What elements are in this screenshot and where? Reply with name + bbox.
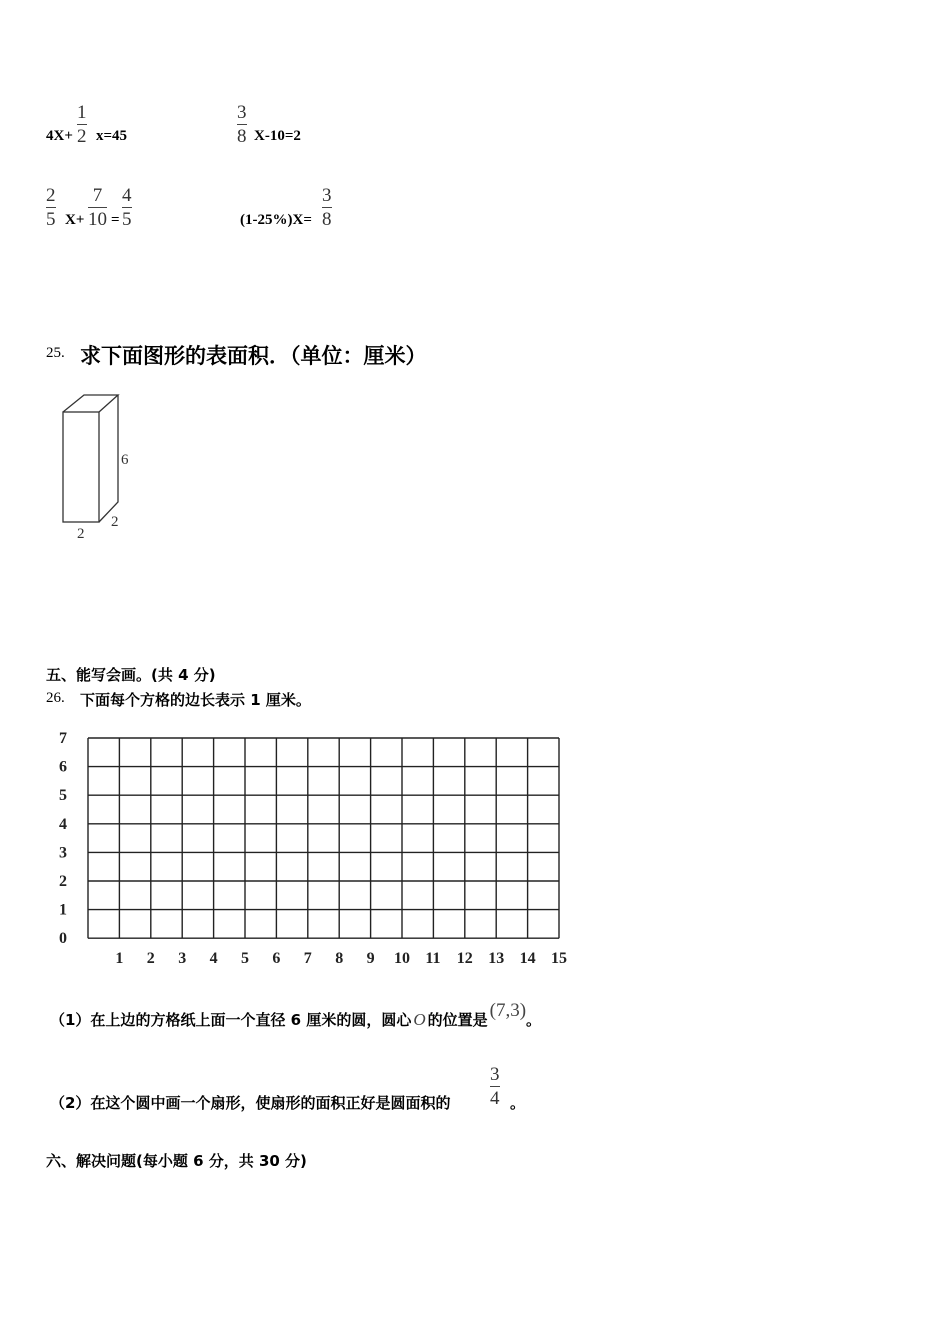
x-axis-label: 12 [456, 950, 473, 968]
y-axis-label: 5 [59, 787, 67, 805]
eq3-fraction-1 [46, 185, 56, 230]
eq3-equals: = [111, 212, 120, 228]
x-axis-label: 8 [335, 950, 344, 968]
y-axis-label: 4 [59, 815, 67, 833]
x-axis-label: 7 [303, 950, 312, 968]
eq4-fraction [322, 185, 332, 230]
q26-part1-center-symbol: O [413, 1010, 426, 1029]
y-axis-label: 0 [59, 930, 67, 948]
eq3-fraction-2 [88, 185, 107, 230]
eq3-numerator-3: 4 [122, 185, 132, 206]
q26-part2-end: 。 [510, 1094, 526, 1112]
eq3-denominator-2: 10 [88, 209, 107, 230]
x-axis-label: 9 [366, 950, 375, 968]
eq2-suffix: X-10=2 [254, 128, 301, 144]
cuboid-depth-label: 2 [111, 514, 119, 530]
q25-title: 求下面图形的表面积．（单位：厘米） [80, 344, 427, 368]
cuboid-width-label: 2 [77, 526, 85, 542]
x-axis-label: 4 [209, 950, 218, 968]
x-axis-label: 5 [241, 950, 249, 968]
q26-part2-text: （2）在这个圆中画一个扇形，使扇形的面积正好是圆面积的 [50, 1094, 451, 1112]
cuboid-side-face [99, 395, 118, 522]
x-axis-label: 10 [394, 950, 410, 968]
cuboid-figure [55, 388, 155, 548]
eq4-prefix: (1-25%)X= [240, 212, 312, 228]
eq1-suffix: x=45 [96, 128, 128, 144]
cuboid-front-face [63, 412, 99, 522]
q26-part1-text2: 的位置是 [427, 1011, 488, 1029]
x-axis-label: 3 [178, 950, 187, 968]
eq3-fraction-3 [122, 185, 132, 230]
x-axis-label: 13 [488, 950, 505, 968]
y-axis-label: 6 [59, 758, 67, 776]
y-axis-label: 1 [59, 901, 67, 919]
eq3-numerator-1: 2 [46, 185, 56, 206]
q26-text: 下面每个方格的边长表示 1 厘米。 [80, 691, 311, 709]
eq3-mid: X+ [65, 212, 85, 228]
q26-number: 26. [46, 690, 65, 706]
q25-number: 25. [46, 345, 65, 361]
y-axis-label: 7 [59, 730, 67, 747]
eq4-numerator: 3 [322, 185, 332, 206]
x-axis-label: 1 [115, 950, 124, 968]
eq3-denominator-3: 5 [122, 209, 132, 230]
q26-part1 [50, 1000, 542, 1030]
q26-part1-end: 。 [526, 1011, 542, 1029]
eq2-denominator: 8 [237, 126, 247, 147]
eq1-denominator: 2 [77, 126, 87, 147]
eq3-denominator-1: 5 [46, 209, 56, 230]
eq2-fraction [237, 102, 247, 147]
eq1-prefix: 4X+ [46, 128, 73, 144]
q26-part1-text: （1）在上边的方格纸上面一个直径 6 厘米的圆，圆心 [50, 1011, 412, 1029]
x-axis-label: 2 [146, 950, 155, 968]
x-axis-label: 15 [551, 950, 567, 968]
section5-title: 五、能写会画。(共 4 分) [46, 666, 216, 684]
x-axis-label: 11 [425, 950, 441, 968]
eq1-fraction [77, 102, 87, 147]
x-axis-label: 6 [272, 950, 281, 968]
q26-part2-numerator: 3 [490, 1064, 500, 1085]
q26-part2-denominator: 4 [490, 1088, 500, 1109]
cuboid-height-label: 6 [121, 452, 129, 468]
q26-part1-coordinate: (7,3) [489, 1000, 527, 1021]
eq3-numerator-2: 7 [92, 185, 103, 206]
eq4-denominator: 8 [322, 209, 332, 230]
eq1-numerator: 1 [77, 102, 87, 123]
eq2-numerator: 3 [237, 102, 247, 123]
q26-part2-fraction [490, 1064, 500, 1109]
x-axis-label: 14 [519, 950, 536, 968]
y-axis-label: 2 [59, 873, 67, 890]
section6-title: 六、解决问题(每小题 6 分，共 30 分) [46, 1152, 307, 1170]
grid-paper [50, 725, 580, 970]
cuboid-top-face [63, 395, 118, 412]
y-axis-label: 3 [59, 844, 67, 862]
